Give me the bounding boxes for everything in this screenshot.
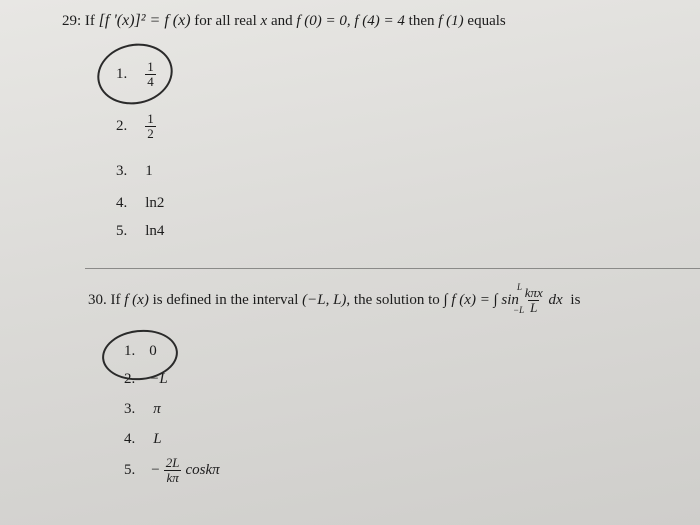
fraction-numerator: 1 (147, 59, 154, 74)
fraction-numerator: kπx (524, 285, 543, 300)
q29-equation: [f '(x)]² = f (x) (98, 12, 191, 29)
q30-text1: is defined in the interval (152, 291, 299, 308)
q29-question (62, 12, 506, 30)
q29-option-4-number: 4. (116, 195, 128, 211)
q29-option-2-number: 2. (116, 118, 128, 135)
q29-equals: equals (467, 13, 506, 29)
fraction-numerator: 2L (165, 455, 180, 470)
fraction-denominator: L (530, 300, 538, 315)
q29-ask: f (1) (438, 13, 464, 29)
q30-option-3[interactable] (124, 400, 161, 418)
q30-integral: ∫ f (x) = ∫ sin (443, 291, 519, 308)
q30-option-5[interactable] (124, 456, 220, 485)
q29-option-2[interactable] (116, 112, 156, 141)
q30-option-1-value: 0 (149, 343, 157, 359)
q29-conditions: f (0) = 0, f (4) = 4 (296, 13, 405, 29)
q30-option-3-value: π (153, 401, 161, 417)
q29-and: and (270, 13, 293, 29)
fraction-numerator: 1 (147, 111, 154, 126)
q29-option-4-value: ln2 (145, 195, 165, 211)
q30-option-5-suffix: coskπ (185, 462, 220, 479)
q30-option-5-fraction (164, 456, 182, 485)
q29-option-5-value: ln4 (145, 223, 165, 239)
q30-option-4[interactable] (124, 430, 162, 448)
q29-option-3-value: 1 (145, 163, 153, 179)
fraction-denominator: 2 (147, 126, 154, 141)
q29-option-3-number: 3. (116, 163, 128, 179)
q30-func: f (x) (124, 291, 149, 308)
q30-limit-lower: −L (513, 305, 525, 315)
fraction-denominator: 4 (147, 74, 154, 89)
q29-var: x (260, 13, 268, 29)
q29-option-5[interactable] (116, 222, 164, 240)
q29-number: 29: (62, 13, 82, 29)
q30-is: is (570, 291, 581, 308)
q29-mid: for all real (194, 13, 257, 29)
q30-interval: (−L, L) (302, 291, 347, 308)
q30-option-5-prefix: − (151, 462, 160, 479)
q30-option-2-number: 2. (124, 371, 136, 387)
q30-option-4-value: L (153, 431, 162, 447)
fraction-denominator: kπ (166, 470, 179, 485)
q29-lead: If (84, 13, 95, 29)
q29-option-1-number: 1. (116, 66, 128, 83)
q29-option-1[interactable] (116, 60, 156, 89)
q29-option-1-fraction (145, 60, 156, 89)
q30-option-1[interactable] (124, 342, 157, 360)
q30-option-3-number: 3. (124, 401, 136, 417)
section-divider (85, 268, 700, 269)
q30-text2: , the solution to (346, 291, 440, 308)
q30-dx: dx (548, 291, 563, 308)
q29-option-2-fraction (145, 112, 156, 141)
q30-option-2[interactable] (124, 370, 168, 388)
q30-integral-fraction (523, 286, 545, 315)
q30-option-2-value: −L (149, 371, 168, 387)
q30-question (88, 286, 580, 315)
q30-option-5-number: 5. (124, 462, 136, 479)
q30-limit-upper: L (517, 282, 523, 292)
q30-option-4-number: 4. (124, 431, 136, 447)
q29-option-3[interactable] (116, 162, 153, 180)
q30-lead: If (110, 291, 121, 308)
q30-number: 30. (88, 291, 107, 308)
q30-option-1-number: 1. (124, 343, 136, 359)
q29-option-4[interactable] (116, 194, 164, 212)
q29-then: then (408, 13, 435, 29)
q29-option-5-number: 5. (116, 223, 128, 239)
